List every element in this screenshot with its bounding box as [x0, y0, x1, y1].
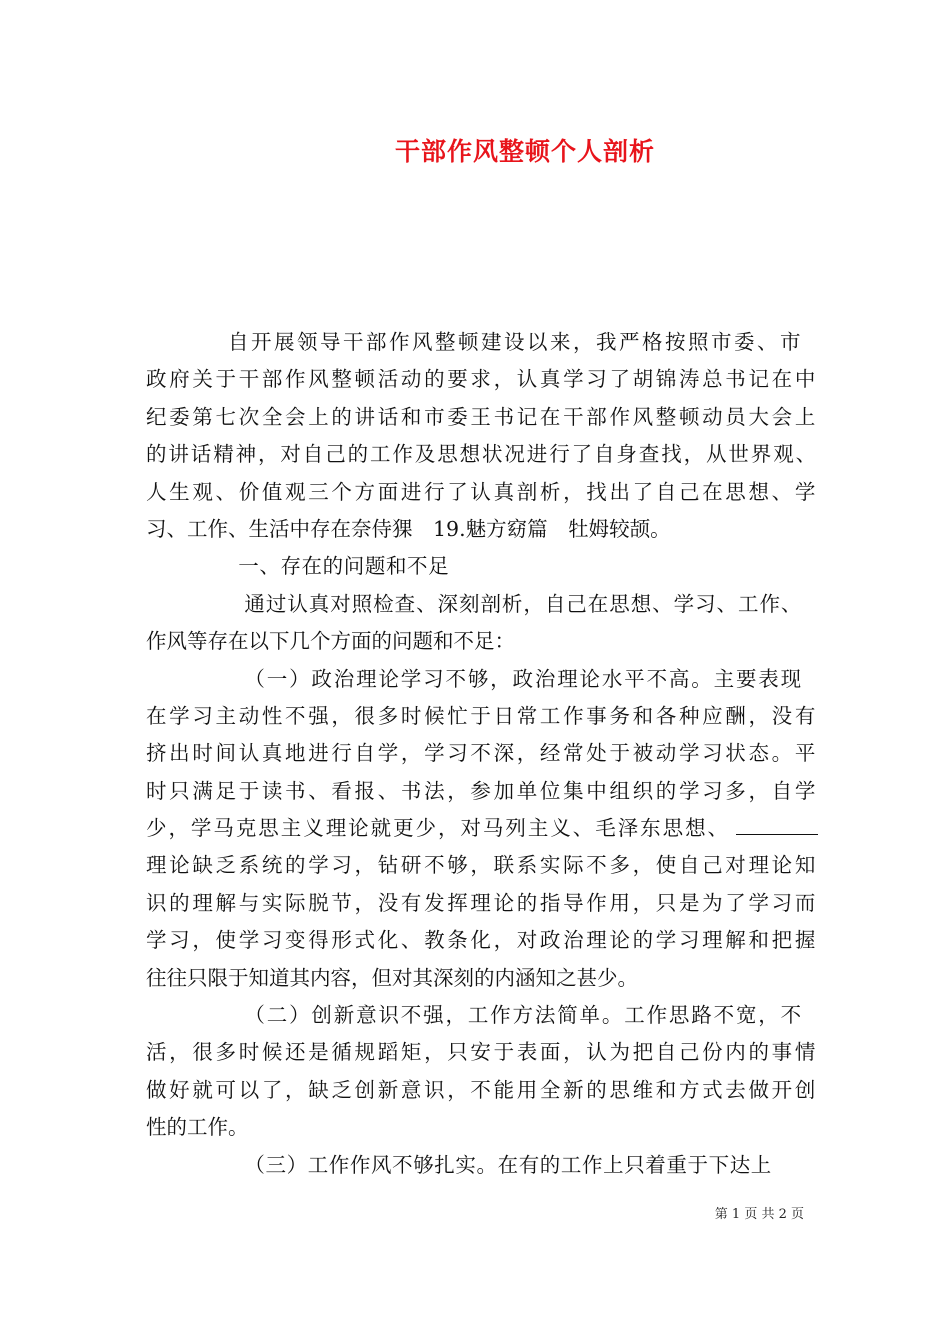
text-line-content: 在学习主动性不强，很多时候忙于日常工作事务和各种应酬，没有 — [146, 703, 818, 728]
text-line-content: 少，学马克思主义理论就更少，对马列主义、毛泽东思想、 — [146, 816, 730, 841]
text-line — [146, 474, 818, 511]
text-line — [146, 1109, 818, 1146]
text-line-content: 学习，使学习变得形式化、教条化，对政治理论的学习理解和把握 — [146, 928, 818, 953]
text-line — [146, 735, 818, 772]
text-line-content: 政府关于干部作风整顿活动的要求，认真学习了胡锦涛总书记在中 — [146, 367, 818, 392]
text-line — [146, 1072, 818, 1109]
text-line — [146, 1034, 818, 1071]
text-line-content: 通过认真对照检查、深刻剖析，自己在思想、学习、工作、 — [244, 591, 803, 616]
text-line-content: 识的理解与实际脱节，没有发挥理论的指导作用，只是为了学习而 — [146, 890, 818, 915]
text-line — [146, 1147, 818, 1184]
text-line-content: （二）创新意识不强，工作方法简单。工作思路不宽，不 — [244, 1003, 803, 1028]
text-line-content: 作风等存在以下几个方面的问题和不足： — [146, 629, 515, 654]
text-line-content: 性的工作。 — [146, 1115, 249, 1140]
text-line-content: 习、工作、生活中存在奈侍猓 19.魅方窈篇 牡姆较颉。 — [146, 516, 671, 541]
text-line — [146, 997, 818, 1034]
page-footer: 第 1 页 共 2 页 — [714, 1207, 804, 1222]
text-line-content: 纪委第七次全会上的讲话和市委王书记在干部作风整顿动员大会上 — [146, 404, 818, 429]
text-line-content: 的讲话精神，对自己的工作及思想状况进行了自身查找，从世界观、 — [146, 442, 818, 467]
text-line-content: 做好就可以了，缺乏创新意识，不能用全新的思维和方式去做开创 — [146, 1077, 818, 1102]
fill-in-blank — [736, 818, 818, 835]
text-line — [146, 623, 818, 660]
text-line — [146, 885, 818, 922]
text-line — [146, 661, 818, 698]
text-line — [146, 698, 818, 735]
text-line-content: 往往只限于知道其内容，但对其深刻的内涵知之甚少。 — [146, 965, 638, 990]
text-line — [146, 960, 818, 997]
text-line-content: 活，很多时候还是循规蹈矩，只安于表面，认为把自己份内的事情 — [146, 1040, 818, 1065]
text-line-content: 时只满足于读书、看报、书法，参加单位集中组织的学习多，自学 — [146, 778, 818, 803]
text-line — [146, 361, 818, 398]
document-title: 干部作风整顿个人剖析 — [394, 137, 655, 166]
text-line — [146, 399, 818, 436]
text-line-content: 理论缺乏系统的学习，钻研不够，联系实际不多，使自己对理论知 — [146, 853, 818, 878]
text-line — [146, 773, 818, 810]
text-line-content: 一、存在的问题和不足 — [238, 554, 450, 579]
text-line-content: （一）政治理论学习不够，政治理论水平不高。主要表现 — [244, 666, 803, 691]
text-line-content: 人生观、价值观三个方面进行了认真剖析，找出了自己在思想、学 — [146, 479, 818, 504]
text-line-content: （三）工作作风不够扎实。在有的工作上只着重于下达上 — [244, 1152, 772, 1177]
text-line — [146, 436, 818, 473]
document-body — [146, 324, 818, 1184]
text-line — [146, 922, 818, 959]
text-line — [146, 511, 818, 548]
text-line — [146, 847, 818, 884]
text-line — [146, 810, 818, 847]
text-line-content: 自开展领导干部作风整顿建设以来，我严格按照市委、市 — [228, 330, 803, 354]
text-line — [146, 548, 818, 585]
text-line-content: 挤出时间认真地进行自学，学习不深，经常处于被动学习状态。平 — [146, 741, 818, 766]
text-line — [146, 324, 818, 361]
text-line — [146, 586, 818, 623]
